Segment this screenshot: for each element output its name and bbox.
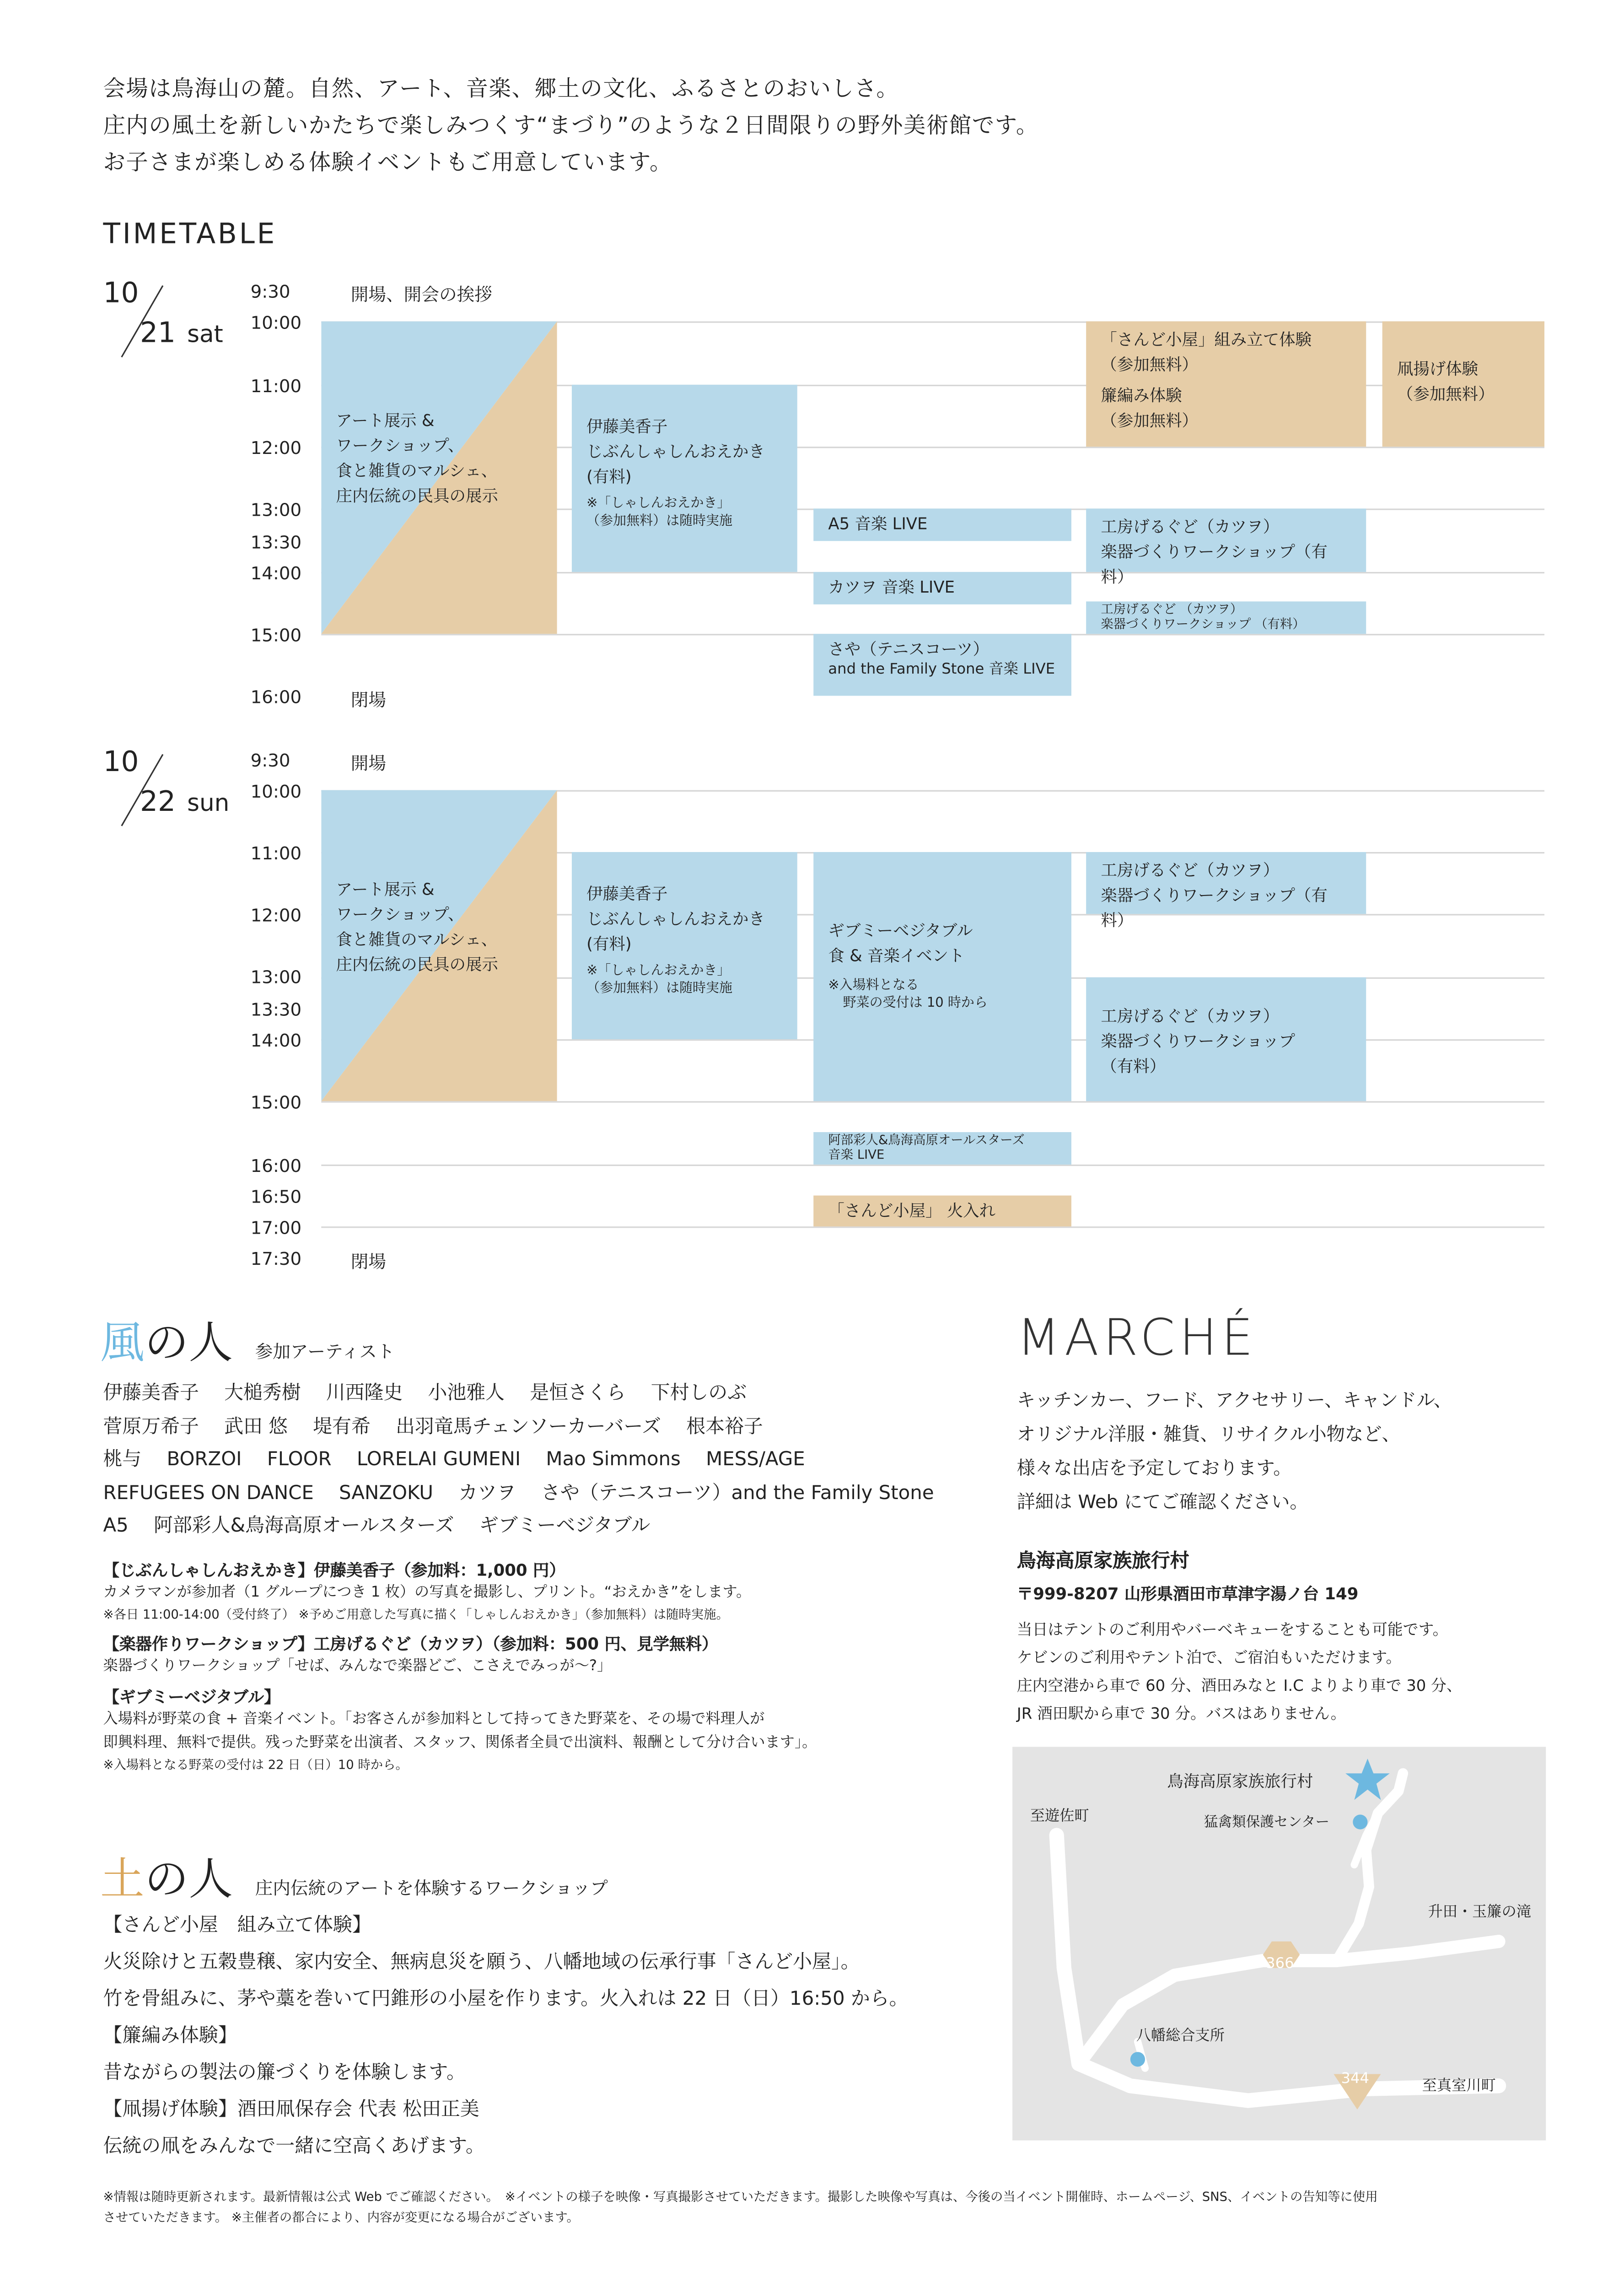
artist-line: 伊藤美香子 大槌秀樹 川西隆史 小池雅人 是恒さくら 下村しのぶ (103, 1382, 747, 1405)
note-line: 入場料が野菜の食 + 音楽イベント。「お客さんが参加料として持ってきた野菜を、その場で料理人が (103, 1711, 765, 1728)
marche-body (1017, 1383, 1452, 1518)
time-label: 17:00 (250, 1217, 302, 1238)
venue-star-icon (1345, 1759, 1390, 1800)
intro-text (103, 71, 1038, 182)
intro-line: お子さまが楽しめる体験イベントもご用意しています。 (103, 149, 672, 176)
kobo-line: 工房げるぐど （カツヲ） (1101, 603, 1243, 618)
kobo-line: 工房げるぐど（カツヲ） (1101, 1007, 1280, 1026)
artist-line: 菅原万希子 武田 悠 堤有希 出羽竜馬チェンソーカーバーズ 根本裕子 (103, 1416, 763, 1438)
tsuchi-heading-rest: の人 (144, 1854, 233, 1906)
kaze-heading-rest: の人 (144, 1317, 233, 1370)
marche-line: 様々な出店を予定しております。 (1016, 1456, 1292, 1479)
kite-block (1382, 321, 1544, 447)
time-label: 15:00 (250, 1092, 302, 1113)
grid-line (321, 1101, 1544, 1102)
kobo-line: 工房げるぐど（カツヲ） (1101, 517, 1280, 537)
footer-line: させていただきます。 ※主催者の都合により、内容が変更になる場合がございます。 (103, 2211, 579, 2226)
tsuchi-line: 竹を骨組みに、茅や藁を巻いて円錐形の小屋を作ります。火入れは 22 日（日）16:50 から。 (103, 1988, 909, 2011)
ito-line: (有料) (586, 467, 632, 487)
day2-day: 22 (140, 786, 176, 818)
kobo-block-1 (1086, 508, 1366, 587)
abe-live (813, 1132, 1071, 1165)
marche-line: オリジナル洋服・雑貨、リサイクル小物など、 (1016, 1422, 1400, 1445)
map-to-yuza: 至遊佐町 (1030, 1808, 1089, 1825)
kobo-line: 工房げるぐど（カツヲ） (1101, 861, 1280, 880)
ito-line: じぶんしゃしんおえかき (586, 442, 765, 462)
note-small: ※各日 11:00-14:00（受付終了） ※予めご用意した写真に描く「しゃしんおえかき」（参加無料）は随時実施。 (103, 1608, 729, 1623)
gimme-line: 食 & 音楽イベント (828, 946, 965, 966)
abe-line: 音楽 LIVE (828, 1148, 885, 1163)
grid-line (321, 1165, 1544, 1166)
tsuchi-line: 昔ながらの製法の簾づくりを体験します。 (103, 2062, 466, 2085)
map-masuda: 升田・玉簾の滝 (1428, 1905, 1532, 1921)
venue-line: 庄内空港から車で 60 分、酒田みなと I.C よりより車で 30 分、 (1016, 1677, 1462, 1695)
day2-month: 10 (103, 746, 139, 778)
sando-line: 「さんど小屋」組み立て体験 (1101, 330, 1312, 350)
art-block (321, 405, 557, 512)
tsuchi-char: 土 (100, 1854, 145, 1906)
time-label: 16:50 (250, 1187, 302, 1208)
gimme-note: 野菜の受付は 10 時から (843, 996, 988, 1011)
tsuchi-line: 伝統の凧をみんなで一緒に空高くあげます。 (103, 2136, 485, 2158)
ito-note: ※「しゃしんおえかき」 (586, 964, 731, 979)
bird-center-marker-icon (1353, 1815, 1367, 1829)
art-line: 食と雑貨のマルシェ、 (336, 461, 498, 481)
art-line: アート展示 & (336, 880, 435, 900)
kobo-line: 楽器づくりワークショップ (1101, 1031, 1295, 1051)
day1-weekday: sat (187, 320, 223, 348)
saya-line: さや（テニスコーツ） (828, 640, 989, 659)
time-label: 13:30 (250, 532, 302, 553)
note-line: 楽器づくりワークショップ「せば、みんなで楽器どご、こさえでみっが〜?」 (103, 1658, 612, 1675)
venue-info (1017, 1617, 1462, 1729)
marche-line: キッチンカー、フード、アクセサリー、キャンドル、 (1016, 1388, 1452, 1411)
kaze-notes (103, 1558, 973, 1776)
time-label: 16:00 (250, 1155, 302, 1176)
hiire-block (813, 1196, 1071, 1227)
art-line: 庄内伝統の民具の展示 (336, 955, 498, 975)
kobo-block-2 (1086, 977, 1366, 1101)
kaze-subtitle: 参加アーティスト (255, 1341, 395, 1362)
tsuchi-line: 【凧揚げ体験】酒田凧保存会 代表 松田正美 (103, 2099, 479, 2121)
day1-day: 21 (140, 317, 176, 350)
art-line: 庄内伝統の民具の展示 (336, 486, 498, 506)
katsuo-label: カツヲ 音楽 LIVE (828, 577, 955, 597)
map-bird-center-label: 猛禽類保護センター (1204, 1814, 1330, 1831)
note-small: ※入場料となる野菜の受付は 22 日（日）10 時から。 (103, 1759, 408, 1774)
ito-line: (有料) (586, 934, 632, 954)
day2-weekday: sun (187, 788, 230, 817)
art-line: 食と雑貨のマルシェ、 (336, 930, 498, 950)
map-route-366: 366 (1266, 1956, 1294, 1973)
time-label: 11:00 (250, 843, 302, 864)
time-label: 14:00 (250, 1030, 302, 1051)
gimme-block (813, 852, 1071, 1101)
tsuchi-list (103, 1907, 987, 2165)
kite-line: （参加無料） (1397, 384, 1495, 404)
abe-line: 阿部彩人&鳥海高原オールスターズ (828, 1133, 1025, 1149)
note-heading: 【じぶんしゃしんおえかき】伊藤美香子（参加料：1,000 円） (103, 1561, 565, 1581)
intro-line: 庄内の風土を新しいかたちで楽しみつくす“まづり”のような２日間限りの野外美術館です。 (103, 112, 1039, 139)
close-label: 閉場 (350, 1251, 387, 1273)
time-label: 16:00 (250, 687, 302, 708)
yawata-marker-icon (1130, 2052, 1145, 2067)
map-road (1337, 1773, 1403, 1960)
ito-line: 伊藤美香子 (586, 884, 668, 904)
saya-live (813, 634, 1071, 696)
footer-notes (103, 2188, 1547, 2229)
ito-note: ※「しゃしんおえかき」 (586, 496, 731, 512)
art-block (321, 874, 557, 980)
time-label: 13:00 (250, 967, 302, 988)
open-label: 開場 (350, 753, 387, 774)
time-label: 12:00 (250, 905, 302, 926)
tsuchi-heading (100, 1843, 608, 1908)
ito-note: （参加無料）は随時実施 (586, 514, 733, 529)
map-venue-label: 鳥海高原家族旅行村 (1167, 1772, 1313, 1792)
time-label: 10:00 (250, 781, 302, 802)
sudare-line: 簾編み体験 (1101, 386, 1182, 405)
venue-line: ケビンのご利用やテント泊で、ご宿泊もいただけます。 (1016, 1649, 1402, 1667)
sando-line: （参加無料） (1101, 355, 1198, 375)
intro-line: 会場は鳥海山の麓。自然、アート、音楽、郷土の文化、ふるさとのおいしさ。 (103, 75, 899, 102)
tsuchi-line: 【簾編み体験】 (103, 2025, 237, 2048)
venue-line: JR 酒田駅から車で 30 分。バスはありません。 (1016, 1705, 1346, 1723)
time-label: 17:30 (250, 1248, 302, 1269)
time-label: 10:00 (250, 312, 302, 334)
time-label: 11:00 (250, 376, 302, 397)
note-line: カメラマンが参加者（1 グループにつき 1 枚）の写真を撮影し、プリント。“おえかき”をします。 (103, 1585, 751, 1601)
tsuchi-subtitle: 庄内伝統のアートを体験するワークショップ (255, 1878, 608, 1899)
time-label: 12:00 (250, 437, 302, 459)
kite-line: 凧揚げ体験 (1397, 360, 1479, 379)
gimme-line: ギブミーベジタブル (828, 921, 973, 941)
katsuo-live (813, 572, 1071, 604)
time-label: 15:00 (250, 625, 302, 646)
time-label: 13:30 (250, 999, 302, 1020)
saya-line: and the Family Stone 音楽 LIVE (828, 662, 1055, 678)
marche-line: 詳細は Web にてご確認ください。 (1016, 1490, 1308, 1513)
map-yawata: 八幡総合支所 (1136, 2028, 1225, 2045)
close-label: 閉場 (350, 690, 387, 711)
art-line: アート展示 & (336, 411, 435, 431)
time-label: 9:30 (250, 750, 290, 771)
ito-block (572, 852, 797, 1039)
art-line: ワークショップ、 (336, 436, 464, 456)
artist-line: REFUGEES ON DANCE SANZOKU カツヲ さや（テニスコーツ）and the Family Stone (103, 1482, 934, 1505)
kaze-heading (100, 1306, 395, 1371)
ito-note: （参加無料）は随時実施 (586, 982, 733, 997)
time-label: 14:00 (250, 563, 302, 584)
time-label: 9:30 (250, 281, 290, 302)
kaze-char: 風 (100, 1317, 145, 1370)
a5-live (813, 508, 1071, 541)
tsuchi-line: 火災除けと五穀豊穣、家内安全、無病息災を願う、八幡地域の伝承行事「さんど小屋」。 (103, 1952, 860, 1974)
kobo-line: （有料） (1101, 1057, 1166, 1076)
venue-name: 鳥海高原家族旅行村 (1016, 1550, 1189, 1573)
open-label: 開場、開会の挨拶 (350, 284, 492, 305)
tsuchi-line: 【さんど小屋 組み立て体験】 (103, 1915, 371, 1937)
venue-address: 〒999-8207 山形県酒田市草津字湯ノ台 149 (1016, 1585, 1359, 1604)
a5-label: A5 音楽 LIVE (828, 514, 928, 534)
art-line: ワークショップ、 (336, 905, 464, 924)
kobo-line: 楽器づくりワークショップ（有料） (1101, 542, 1328, 587)
note-line: 即興料理、無料で提供。残った野菜を出演者、スタッフ、関係者全員で出演料、報酬として分け合います」。 (103, 1735, 817, 1752)
footer-line: ※情報は随時更新されます。最新情報は公式 Web でご確認ください。 ※イベントの様子を映像・写真撮影させていただきます。撮影した映像や写真は、今後の当イベント開催時、ホームページ、SNS、イベントの告知等に使用 (103, 2191, 1378, 2206)
access-map (1012, 1747, 1546, 2140)
time-label: 13:00 (250, 500, 302, 521)
kobo-block-1 (1086, 852, 1366, 930)
grid-line (321, 1226, 1544, 1228)
note-heading: 【楽器作りワークショップ】工房げるぐど（カツヲ）（参加料：500 円、見学無料） (103, 1635, 718, 1654)
day1-month: 10 (103, 277, 139, 310)
sando-sudare-block (1086, 321, 1366, 447)
kobo-block-2 (1086, 601, 1366, 634)
artist-line: A5 阿部彩人&鳥海高原オールスターズ ギブミーベジタブル (103, 1515, 651, 1538)
ito-block (572, 385, 797, 572)
artist-line: 桃与 BORZOI FLOOR LORELAI GUMENI Mao Simmons MESS/AGE (103, 1449, 805, 1471)
marche-title: MARCHÉ (1016, 1309, 1258, 1368)
gimme-note: ※入場料となる (828, 979, 919, 994)
hiire-label: 「さんど小屋」 火入れ (828, 1201, 996, 1221)
sudare-line: （参加無料） (1101, 411, 1198, 431)
timetable-title: TIMETABLE (103, 218, 277, 251)
map-to-mamurogawa: 至真室川町 (1422, 2078, 1496, 2095)
kobo-line: 楽器づくりワークショップ（有料） (1101, 886, 1328, 930)
kobo-line: 楽器づくりワークショップ （有料） (1101, 617, 1305, 632)
map-route-344: 344 (1341, 2071, 1369, 2088)
note-heading: 【ギブミーベジタブル】 (103, 1688, 280, 1707)
artist-list (103, 1378, 957, 1544)
venue-line: 当日はテントのご利用やバーベキューをすることも可能です。 (1016, 1621, 1448, 1640)
ito-line: じぶんしゃしんおえかき (586, 909, 765, 929)
ito-line: 伊藤美香子 (586, 417, 668, 437)
